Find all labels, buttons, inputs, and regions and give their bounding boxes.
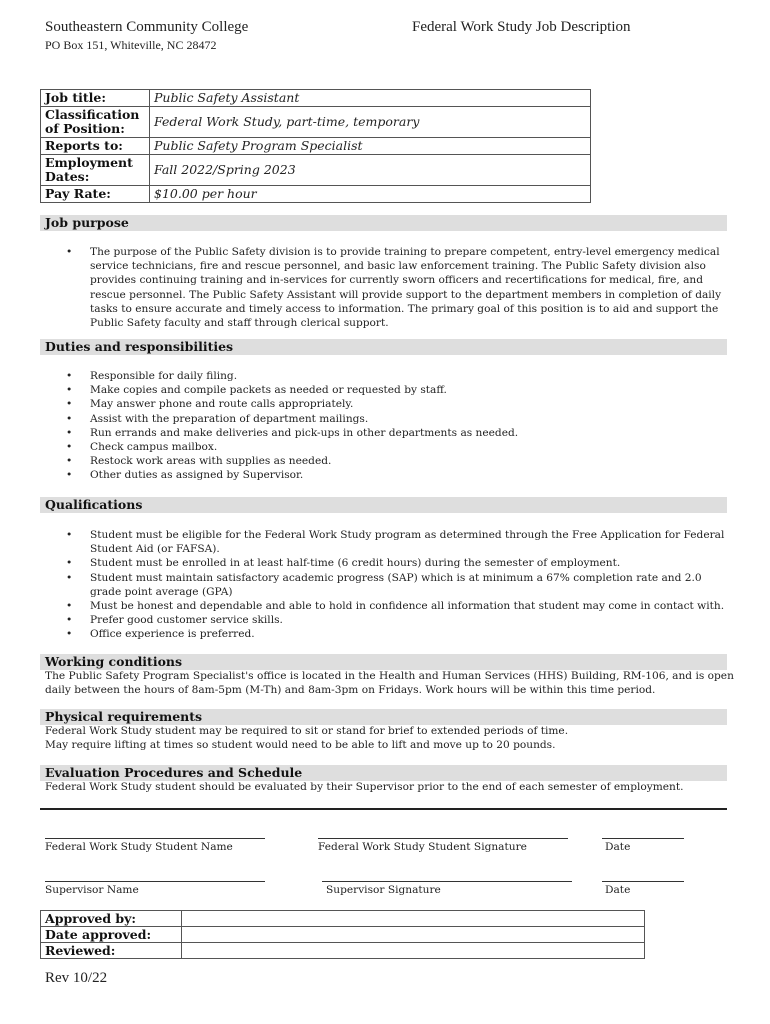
supervisor-name-label: Supervisor Name <box>45 884 139 896</box>
job-title-value: Public Safety Assistant <box>150 90 591 107</box>
physical-requirements-heading: Physical requirements <box>40 709 727 725</box>
reports-to-value: Public Safety Program Specialist <box>150 138 591 155</box>
approved-by-label: Approved by: <box>41 911 182 927</box>
duties-list <box>66 369 726 483</box>
approved-by-field[interactable] <box>182 911 645 927</box>
table-row <box>41 107 591 138</box>
job-info-table <box>40 89 591 203</box>
qualifications-list <box>66 528 726 642</box>
reviewed-label: Reviewed: <box>41 943 182 959</box>
list-item: • Student must be enrolled in at least half-time (6 credit hours) during the semester of employment. <box>66 556 726 570</box>
student-signature-label: Federal Work Study Student Signature <box>318 841 527 853</box>
list-item: • Office experience is preferred. <box>66 627 726 641</box>
college-address: PO Box 151, Whiteville, NC 28472 <box>45 38 217 52</box>
job-purpose-list <box>66 245 726 330</box>
approval-table <box>40 910 645 959</box>
job-purpose-heading: Job purpose <box>40 215 727 231</box>
date-approved-label: Date approved: <box>41 927 182 943</box>
date-label-1: Date <box>605 841 631 853</box>
employment-dates-label: Employment Dates: <box>41 155 150 186</box>
reviewed-field[interactable] <box>182 943 645 959</box>
list-item: • Make copies and compile packets as needed or requested by staff. <box>66 383 726 397</box>
date-line-1[interactable] <box>602 838 684 839</box>
classification-label: Classification of Position: <box>41 107 150 138</box>
list-item: • Responsible for daily filing. <box>66 369 726 383</box>
list-item: • May answer phone and route calls appropriately. <box>66 397 726 411</box>
supervisor-signature-line[interactable] <box>322 881 572 882</box>
list-item: • Student must be eligible for the Federal Work Study program as determined through the Free Application for Federal Student Aid (or FAFSA). <box>66 528 726 556</box>
physical-requirements-line2: May require lifting at times so student would need to be able to lift and move up to 20 pounds. <box>45 739 556 751</box>
job-title-label: Job title: <box>41 90 150 107</box>
qualifications-heading: Qualifications <box>40 497 727 513</box>
date-approved-field[interactable] <box>182 927 645 943</box>
list-item: • The purpose of the Public Safety division is to provide training to prepare competent, entry-level emergency medical service technicians, fire and rescue personnel, and basic law enforcement training. The Public Safety division also provides continuing training and in-services for currently sworn officers and recertifications for medical, fire, and rescue personnel. The Public Safety Assistant will provide support to the department members in completion of daily tasks to ensure accurate and timely access to information. The primary goal of this position is to aid and support the Public Safety faculty and staff through clerical support. <box>66 245 726 330</box>
employment-dates-value: Fall 2022/Spring 2023 <box>150 155 591 186</box>
table-row <box>41 943 645 959</box>
student-signature-line[interactable] <box>318 838 568 839</box>
document-title: Federal Work Study Job Description <box>412 19 631 35</box>
list-item: • Restock work areas with supplies as needed. <box>66 454 726 468</box>
working-conditions-heading: Working conditions <box>40 654 727 670</box>
list-item: • Must be honest and dependable and able to hold in confidence all information that student may come in contact with. <box>66 599 726 613</box>
supervisor-signature-label: Supervisor Signature <box>326 884 441 896</box>
list-item: • Assist with the preparation of department mailings. <box>66 412 726 426</box>
table-row <box>41 911 645 927</box>
pay-rate-value: $10.00 per hour <box>150 186 591 203</box>
student-name-label: Federal Work Study Student Name <box>45 841 233 853</box>
list-item: • Other duties as assigned by Supervisor. <box>66 468 726 482</box>
date-line-2[interactable] <box>602 881 684 882</box>
table-row <box>41 138 591 155</box>
college-name: Southeastern Community College <box>45 19 249 35</box>
table-row <box>41 155 591 186</box>
duties-heading: Duties and responsibilities <box>40 339 727 355</box>
list-item: • Prefer good customer service skills. <box>66 613 726 627</box>
list-item: • Run errands and make deliveries and pick-ups in other departments as needed. <box>66 426 726 440</box>
supervisor-name-line[interactable] <box>45 881 265 882</box>
pay-rate-label: Pay Rate: <box>41 186 150 203</box>
list-item: • Student must maintain satisfactory academic progress (SAP) which is at minimum a 67% completion rate and 2.0 grade point average (GPA) <box>66 571 726 599</box>
table-row <box>41 186 591 203</box>
revision-note: Rev 10/22 <box>45 970 108 986</box>
date-label-2: Date <box>605 884 631 896</box>
section-divider <box>40 808 727 810</box>
reports-to-label: Reports to: <box>41 138 150 155</box>
evaluation-text: Federal Work Study student should be evaluated by their Supervisor prior to the end of each semester of employment. <box>45 781 684 793</box>
classification-value: Federal Work Study, part-time, temporary <box>150 107 591 138</box>
list-item: • Check campus mailbox. <box>66 440 726 454</box>
working-conditions-text: The Public Safety Program Specialist's office is located in the Health and Human Services (HHS) Building, RM-106, and is open daily between the hours of 8am-5pm (M-Th) and 8am-3pm on Fridays. Work hours will be within this time period. <box>45 670 734 697</box>
physical-requirements-line1: Federal Work Study student may be required to sit or stand for brief to extended periods of time. <box>45 725 569 737</box>
table-row <box>41 90 591 107</box>
table-row <box>41 927 645 943</box>
evaluation-heading: Evaluation Procedures and Schedule <box>40 765 727 781</box>
student-name-line[interactable] <box>45 838 265 839</box>
